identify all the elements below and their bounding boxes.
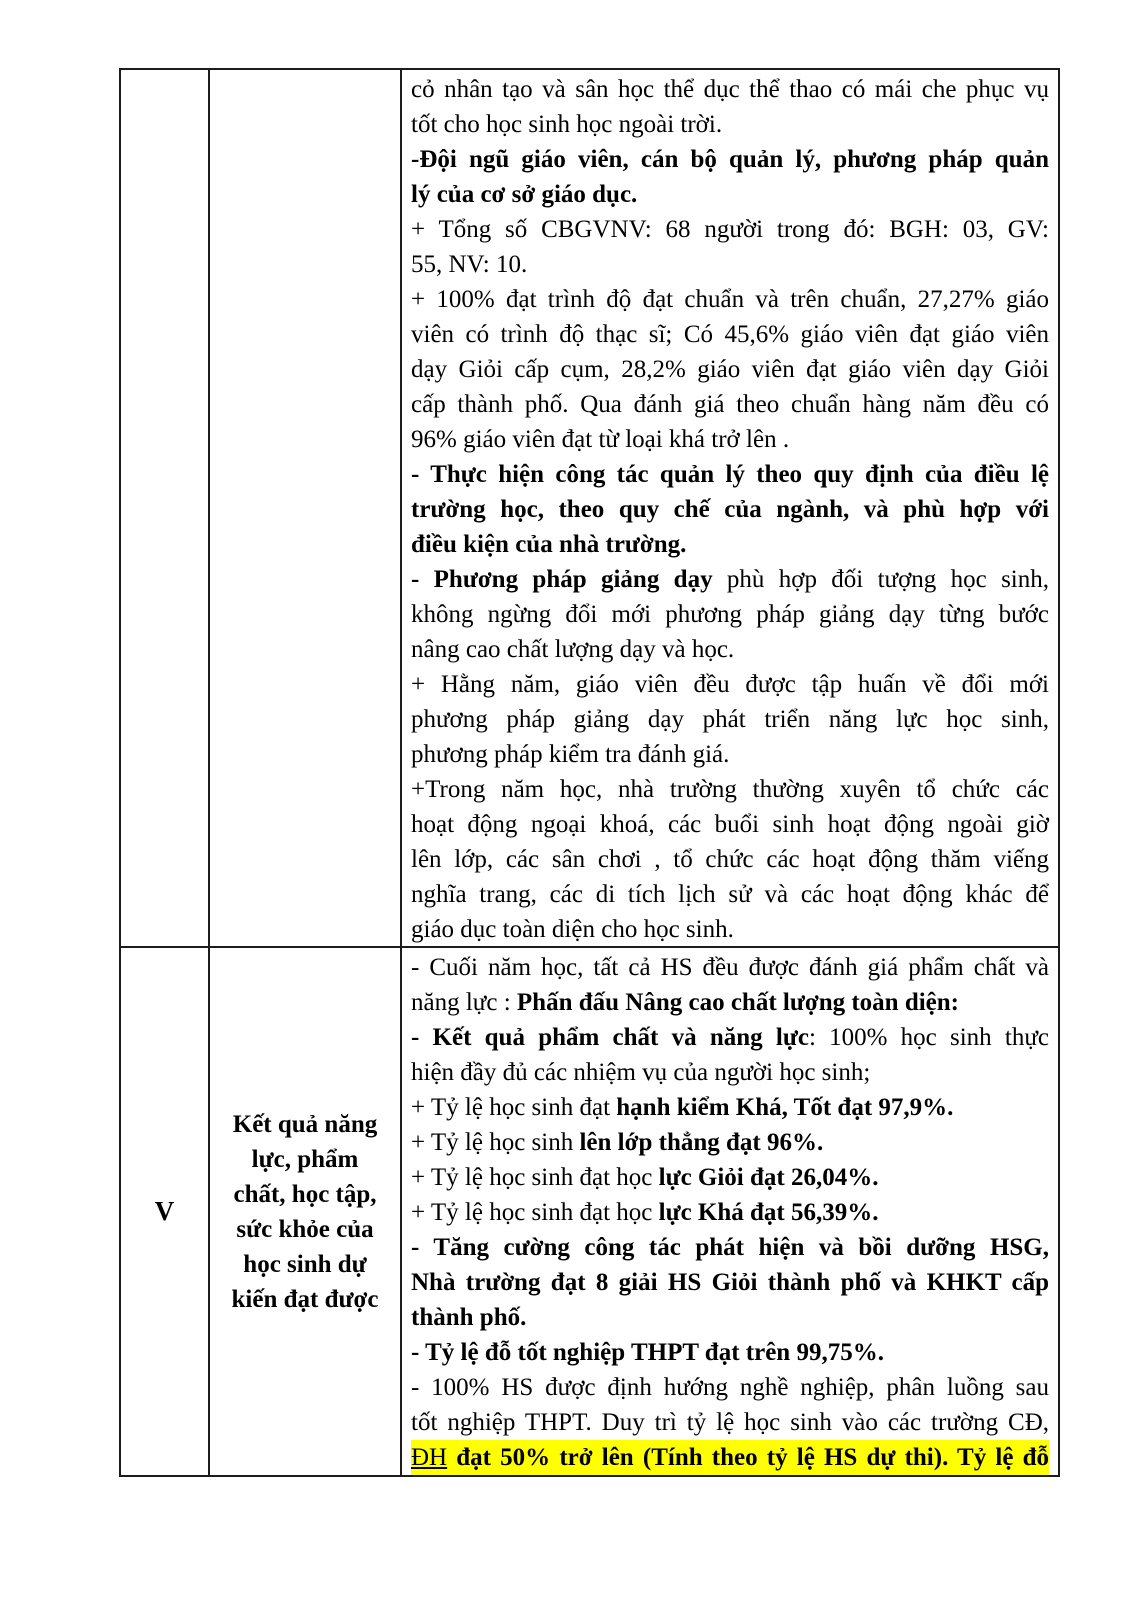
text-segment: Phấn đấu Nâng cao chất lượng toàn diện: bbox=[516, 989, 960, 1016]
text-line bbox=[411, 107, 1049, 142]
text-line bbox=[411, 985, 1049, 1020]
text-line bbox=[411, 1335, 1049, 1370]
text-line bbox=[411, 282, 1049, 317]
text-segment: -Đội ngũ giáo viên, cán bộ quản lý, phương pháp quản bbox=[411, 146, 1049, 173]
text-segment: dạy Giỏi cấp cụm, 28,2% giáo viên đạt giáo viên dạy Giỏi bbox=[411, 356, 1049, 383]
text-line bbox=[411, 912, 1049, 947]
text-line bbox=[411, 1300, 1049, 1335]
text-segment: viên có trình độ thạc sĩ; Có 45,6% giáo viên đạt giáo viên bbox=[411, 321, 1049, 348]
text-line bbox=[411, 807, 1049, 842]
text-segment: +Trong năm học, nhà trường thường xuyên tổ chức các bbox=[411, 776, 1049, 803]
text-line bbox=[411, 1020, 1049, 1055]
text-line bbox=[411, 1125, 1049, 1160]
text-segment: + Tỷ lệ học sinh bbox=[411, 1129, 580, 1156]
text-line bbox=[411, 1405, 1049, 1440]
text-segment: lên lớp, các sân chơi , tổ chức các hoạt động thăm viếng bbox=[411, 846, 1049, 873]
report-table bbox=[119, 68, 1060, 1477]
text-line bbox=[411, 562, 1049, 597]
text-line bbox=[411, 1160, 1049, 1195]
row1-category-cell bbox=[210, 70, 402, 948]
text-line bbox=[411, 1440, 1049, 1475]
text-segment: - Cuối năm học, tất cả HS đều được đánh giá phẩm chất và bbox=[411, 954, 1049, 981]
text-line bbox=[411, 247, 1049, 282]
text-line bbox=[411, 950, 1049, 985]
text-segment: lên lớp thẳng đạt 96%. bbox=[579, 1129, 824, 1156]
text-segment: phương pháp giảng dạy phát triển năng lực học sinh, bbox=[411, 706, 1049, 733]
text-segment: nghĩa trang, các di tích lịch sử và các hoạt động khác để bbox=[411, 881, 1049, 908]
text-segment: điều kiện của nhà trường. bbox=[411, 531, 687, 558]
text-line bbox=[411, 667, 1049, 702]
text-segment: - Thực hiện công tác quản lý theo quy định của điều lệ bbox=[411, 461, 1049, 488]
text-line bbox=[411, 457, 1049, 492]
text-segment: cỏ nhân tạo và sân học thể dục thể thao có mái che phục vụ bbox=[411, 76, 1049, 103]
text-line bbox=[411, 702, 1049, 737]
text-segment: trường học, theo quy chế của ngành, và phù hợp với bbox=[411, 496, 1049, 523]
text-line bbox=[411, 1195, 1049, 1230]
text-segment: giáo dục toàn diện cho học sinh. bbox=[411, 916, 734, 943]
text-segment: + 100% đạt trình độ đạt chuẩn và trên chuẩn, 27,27% giáo bbox=[411, 286, 1049, 313]
text-segment: lý của cơ sở giáo dục. bbox=[411, 181, 638, 208]
text-segment: + Tổng số CBGVNV: 68 người trong đó: BGH: 03, GV: bbox=[411, 216, 1049, 243]
text-line bbox=[411, 142, 1049, 177]
text-segment: năng lực : bbox=[411, 989, 517, 1016]
text-segment: Nhà trường đạt 8 giải HS Giỏi thành phố và KHKT cấp bbox=[411, 1269, 1049, 1296]
text-segment: - Phương pháp giảng dạy bbox=[411, 566, 713, 593]
text-segment: - Tỷ lệ đỗ tốt nghiệp THPT đạt trên 99,75%. bbox=[411, 1339, 884, 1366]
text-segment: tốt cho học sinh học ngoài trời. bbox=[411, 111, 723, 138]
text-segment: + Hằng năm, giáo viên đều được tập huấn về đổi mới bbox=[411, 671, 1049, 698]
text-segment: - Tăng cường công tác phát hiện và bồi dưỡng HSG, bbox=[411, 1234, 1049, 1261]
text-segment: : 100% học sinh thực bbox=[808, 1024, 1049, 1051]
row1-content-cell bbox=[402, 70, 1058, 948]
text-segment: không ngừng đổi mới phương pháp giảng dạy từng bước bbox=[411, 601, 1049, 628]
row1-number-cell bbox=[121, 70, 210, 948]
text-segment: ĐH bbox=[411, 1444, 448, 1471]
text-line bbox=[411, 597, 1049, 632]
text-segment: 55, NV: 10. bbox=[411, 251, 528, 278]
text-segment: lực Khá đạt 56,39%. bbox=[658, 1199, 879, 1226]
text-segment: hạnh kiểm Khá, Tốt đạt 97,9%. bbox=[616, 1094, 954, 1121]
text-segment: + Tỷ lệ học sinh đạt học bbox=[411, 1164, 659, 1191]
text-line bbox=[411, 177, 1049, 212]
text-line bbox=[411, 737, 1049, 772]
text-line bbox=[411, 387, 1049, 422]
text-line bbox=[411, 1370, 1049, 1405]
text-line bbox=[411, 527, 1049, 562]
text-line bbox=[411, 1055, 1049, 1090]
text-segment: hoạt động ngoại khoá, các buổi sinh hoạt động ngoài giờ bbox=[411, 811, 1049, 838]
text-line bbox=[411, 1090, 1049, 1125]
text-segment: thành phố. bbox=[411, 1304, 527, 1331]
text-line bbox=[411, 72, 1049, 107]
text-segment: tốt nghiệp THPT. Duy trì tỷ lệ học sinh vào các trường CĐ, bbox=[411, 1409, 1049, 1436]
text-line bbox=[411, 317, 1049, 352]
text-segment: - Kết quả phẩm chất và năng lực bbox=[411, 1024, 809, 1051]
text-segment: nâng cao chất lượng dạy và học. bbox=[411, 636, 735, 663]
text-segment: lực Giỏi đạt 26,04%. bbox=[658, 1164, 879, 1191]
text-line bbox=[411, 352, 1049, 387]
row2-category-cell: Kết quả năng lực, phẩm chất, học tập, sức khỏe của học sinh dự kiến đạt được bbox=[210, 948, 402, 1475]
text-line bbox=[411, 1230, 1049, 1265]
text-line bbox=[411, 422, 1049, 457]
text-segment: + Tỷ lệ học sinh đạt học bbox=[411, 1199, 659, 1226]
text-line bbox=[411, 212, 1049, 247]
row2-number-cell: V bbox=[121, 948, 210, 1475]
text-segment: phương pháp kiểm tra đánh giá. bbox=[411, 741, 730, 768]
text-segment: cấp thành phố. Qua đánh giá theo chuẩn hàng năm đều có bbox=[411, 391, 1049, 418]
text-segment: phù hợp đối tượng học sinh, bbox=[712, 566, 1050, 593]
text-line bbox=[411, 842, 1049, 877]
text-segment: hiện đầy đủ các nhiệm vụ của người học sinh; bbox=[411, 1059, 871, 1086]
text-segment: đạt 50% trở lên (Tính theo tỷ lệ HS dự thi). Tỷ lệ đỗ bbox=[447, 1444, 1049, 1471]
text-segment: + Tỷ lệ học sinh đạt bbox=[411, 1094, 617, 1121]
text-line bbox=[411, 632, 1049, 667]
text-segment: 96% giáo viên đạt từ loại khá trở lên . bbox=[411, 426, 790, 453]
text-line bbox=[411, 877, 1049, 912]
text-line bbox=[411, 1265, 1049, 1300]
text-line bbox=[411, 772, 1049, 807]
text-segment: - 100% HS được định hướng nghề nghiệp, phân luồng sau bbox=[411, 1374, 1049, 1401]
text-line bbox=[411, 492, 1049, 527]
row2-content-cell bbox=[402, 948, 1058, 1475]
